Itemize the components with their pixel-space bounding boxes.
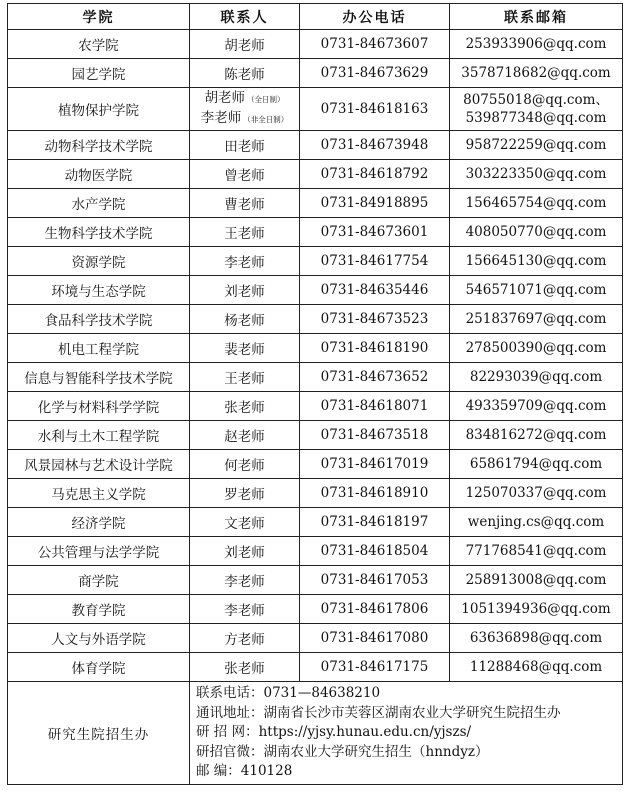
table-row <box>8 450 623 479</box>
contact-cell <box>190 537 300 566</box>
contact-line <box>224 371 265 387</box>
email-cell <box>450 392 623 421</box>
contact-cell <box>190 421 300 450</box>
college-name: 风景园林与艺术设计学院 <box>8 450 190 479</box>
office-phone-number: 0731-84673523 <box>300 305 450 334</box>
college-name: 环境与生态学院 <box>8 276 190 305</box>
contact-line <box>224 574 265 590</box>
table-row <box>8 88 623 131</box>
email-cell <box>450 131 623 160</box>
contact-name: 李老师 <box>224 574 265 590</box>
office-phone-number: 0731-84618504 <box>300 537 450 566</box>
contact-line <box>224 342 265 358</box>
contact-cell <box>190 131 300 160</box>
table-row <box>8 59 623 88</box>
contact-line <box>224 400 265 416</box>
email-address[interactable]: 156645130@qq.com <box>465 253 607 269</box>
email-cell <box>450 421 623 450</box>
contact-name: 曹老师 <box>224 197 265 213</box>
contact-name: 文老师 <box>224 516 265 532</box>
table-body <box>8 30 623 682</box>
contact-name: 李老师 <box>224 603 265 619</box>
email-cell <box>450 595 623 624</box>
college-name: 机电工程学院 <box>8 334 190 363</box>
email-cell <box>450 305 623 334</box>
contact-name: 何老师 <box>224 458 265 474</box>
email-cell <box>450 537 623 566</box>
contact-table <box>7 3 623 785</box>
contact-cell <box>190 88 300 131</box>
office-phone-number: 0731-84918895 <box>300 189 450 218</box>
table-row <box>8 479 623 508</box>
contact-line <box>190 109 299 129</box>
contact-cell <box>190 595 300 624</box>
office-phone-number: 0731-84618071 <box>300 392 450 421</box>
table-row <box>8 276 623 305</box>
table-row <box>8 160 623 189</box>
email-address[interactable]: 408050770@qq.com <box>465 224 607 240</box>
table-row <box>8 392 623 421</box>
table-row <box>8 305 623 334</box>
office-phone-number: 0731-84617019 <box>300 450 450 479</box>
contact-cell <box>190 59 300 88</box>
college-name: 园艺学院 <box>8 59 190 88</box>
college-name: 动物科学技术学院 <box>8 131 190 160</box>
contact-cell <box>190 450 300 479</box>
office-phone-number: 0731-84673652 <box>300 363 450 392</box>
contact-line <box>224 661 265 677</box>
contact-name: 张老师 <box>224 400 265 416</box>
contact-line <box>224 168 265 184</box>
office-postcode: 邮 编：410128 <box>196 763 293 779</box>
table-row <box>8 247 623 276</box>
college-name: 体育学院 <box>8 653 190 682</box>
contact-name: 张老师 <box>224 661 265 677</box>
email-address[interactable]: 3578718682@qq.com <box>461 65 611 81</box>
table-row <box>8 508 623 537</box>
contact-cell <box>190 363 300 392</box>
contact-line <box>224 284 265 300</box>
college-name: 水产学院 <box>8 189 190 218</box>
college-name: 化学与材料科学学院 <box>8 392 190 421</box>
contact-cell <box>190 189 300 218</box>
office-wechat: 研招官微：湖南农业大学研究生招生（hnndyz） <box>196 743 489 760</box>
office-phone-number: 0731-84673948 <box>300 131 450 160</box>
contact-name: 曾老师 <box>224 168 265 184</box>
office-phone: 联系电话：0731—84638210 <box>196 685 381 701</box>
contact-line <box>224 255 265 271</box>
contact-name: 王老师 <box>224 371 265 387</box>
table-row <box>8 189 623 218</box>
email-cell <box>450 508 623 537</box>
contact-note: （全日制） <box>247 95 285 104</box>
table-row <box>8 218 623 247</box>
contact-note: （非全日制） <box>243 115 289 124</box>
office-name: 研究生院招生办 <box>8 682 190 785</box>
email-address[interactable]: 11288468@qq.com <box>469 659 603 675</box>
contact-line <box>224 516 265 532</box>
contact-name: 裴老师 <box>224 342 265 358</box>
contact-name: 李老师 <box>200 110 242 126</box>
office-phone-number: 0731-84673601 <box>300 218 450 247</box>
office-phone-number: 0731-84635446 <box>300 276 450 305</box>
contact-name: 赵老师 <box>224 429 265 445</box>
email-cell <box>450 566 623 595</box>
header-row <box>8 4 623 30</box>
email-cell <box>450 247 623 276</box>
email-cell <box>450 218 623 247</box>
email-cell <box>450 59 623 88</box>
office-phone-number: 0731-84618792 <box>300 160 450 189</box>
email-address[interactable]: 546571071@qq.com <box>465 282 607 298</box>
contact-name: 罗老师 <box>224 487 265 503</box>
college-name: 资源学院 <box>8 247 190 276</box>
email-cell <box>450 30 623 59</box>
contact-name: 陈老师 <box>224 67 265 83</box>
email-cell <box>450 479 623 508</box>
contact-line <box>224 226 265 242</box>
email-address[interactable]: 958722259@qq.com <box>465 137 607 153</box>
office-phone-number: 0731-84673518 <box>300 421 450 450</box>
contact-line <box>224 487 265 503</box>
contact-line <box>224 545 265 561</box>
contact-line <box>224 458 265 474</box>
header-contact: 联系人 <box>190 4 300 30</box>
office-phone-number: 0731-84673629 <box>300 59 450 88</box>
table-row <box>8 624 623 653</box>
table-row <box>8 595 623 624</box>
email-address[interactable]: 63636898@qq.com <box>469 630 603 646</box>
contact-cell <box>190 624 300 653</box>
email-address[interactable]: 80755018@qq.com、 <box>463 92 609 108</box>
contact-name: 杨老师 <box>224 313 265 329</box>
email-cell <box>450 624 623 653</box>
header-phone: 办公电话 <box>300 4 450 30</box>
contact-cell <box>190 160 300 189</box>
college-name: 马克思主义学院 <box>8 479 190 508</box>
college-name: 水利与土木工程学院 <box>8 421 190 450</box>
email-cell <box>450 160 623 189</box>
table-row <box>8 334 623 363</box>
college-name: 商学院 <box>8 566 190 595</box>
contact-line <box>224 603 265 619</box>
contact-line <box>224 38 265 54</box>
email-address[interactable]: 156465754@qq.com <box>465 195 607 211</box>
email-cell <box>450 189 623 218</box>
table-row <box>8 653 623 682</box>
contact-line <box>224 313 265 329</box>
contact-cell <box>190 508 300 537</box>
contact-line <box>224 632 265 648</box>
email-address[interactable]: 258913008@qq.com <box>465 572 607 588</box>
email-address[interactable]: 539877348@qq.com <box>465 110 607 126</box>
contact-cell <box>190 479 300 508</box>
contact-name: 王老师 <box>224 226 265 242</box>
table-row <box>8 30 623 59</box>
college-name: 食品科学技术学院 <box>8 305 190 334</box>
contact-line <box>224 139 265 155</box>
email-address[interactable]: 65861794@qq.com <box>469 456 603 472</box>
college-name: 公共管理与法学学院 <box>8 537 190 566</box>
contact-name: 胡老师 <box>224 38 265 54</box>
email-address[interactable]: 834816272@qq.com <box>465 427 607 443</box>
office-row <box>8 682 623 785</box>
college-name: 植物保护学院 <box>8 88 190 131</box>
email-cell <box>450 88 623 131</box>
email-address[interactable]: 771768541@qq.com <box>465 543 607 559</box>
email-address[interactable]: 125070337@qq.com <box>465 485 607 501</box>
contact-line <box>224 67 265 83</box>
table-row <box>8 566 623 595</box>
contact-name: 刘老师 <box>224 545 265 561</box>
contact-name: 李老师 <box>224 255 265 271</box>
contact-line <box>224 197 265 213</box>
email-address[interactable]: 1051394936@qq.com <box>461 601 611 617</box>
contact-name: 刘老师 <box>224 284 265 300</box>
table-row <box>8 131 623 160</box>
contact-cell <box>190 247 300 276</box>
office-phone-number: 0731-84617175 <box>300 653 450 682</box>
office-address: 通讯地址：湖南省长沙市芙蓉区湖南农业大学研究生院招生办 <box>196 704 561 721</box>
email-cell <box>450 334 623 363</box>
college-name: 教育学院 <box>8 595 190 624</box>
college-name: 经济学院 <box>8 508 190 537</box>
contact-name: 方老师 <box>224 632 265 648</box>
contact-name: 田老师 <box>224 139 265 155</box>
contact-line <box>190 89 299 109</box>
email-cell <box>450 276 623 305</box>
contact-cell <box>190 392 300 421</box>
table-row <box>8 363 623 392</box>
email-address[interactable]: 82293039@qq.com <box>469 369 603 385</box>
office-phone-number: 0731-84618197 <box>300 508 450 537</box>
contact-name: 胡老师 <box>204 90 245 106</box>
header-college: 学院 <box>8 4 190 30</box>
office-phone-number: 0731-84618163 <box>300 88 450 131</box>
office-info <box>190 682 623 785</box>
table-row <box>8 537 623 566</box>
email-address[interactable]: 493359709@qq.com <box>465 398 607 414</box>
office-phone-number: 0731-84673607 <box>300 30 450 59</box>
office-website[interactable]: 研 招 网：https://yjsy.hunau.edu.cn/yjszs/ <box>196 724 472 740</box>
office-phone-number: 0731-84617053 <box>300 566 450 595</box>
office-phone-number: 0731-84617754 <box>300 247 450 276</box>
email-address[interactable]: 278500390@qq.com <box>465 340 607 356</box>
college-name: 人文与外语学院 <box>8 624 190 653</box>
email-cell <box>450 450 623 479</box>
contact-cell <box>190 30 300 59</box>
college-name: 农学院 <box>8 30 190 59</box>
contact-cell <box>190 276 300 305</box>
college-name: 信息与智能科学技术学院 <box>8 363 190 392</box>
contact-cell <box>190 305 300 334</box>
contact-cell <box>190 653 300 682</box>
contact-cell <box>190 334 300 363</box>
contact-cell <box>190 218 300 247</box>
email-address[interactable]: 253933906@qq.com <box>465 36 607 52</box>
office-phone-number: 0731-84617080 <box>300 624 450 653</box>
contact-cell <box>190 566 300 595</box>
email-cell <box>450 653 623 682</box>
office-phone-number: 0731-84618910 <box>300 479 450 508</box>
college-name: 动物医学院 <box>8 160 190 189</box>
table-row <box>8 421 623 450</box>
office-phone-number: 0731-84617806 <box>300 595 450 624</box>
email-address[interactable]: 303223350@qq.com <box>465 166 607 182</box>
email-address[interactable]: wenjing.cs@qq.com <box>467 514 605 530</box>
email-cell <box>450 363 623 392</box>
contact-line <box>224 429 265 445</box>
college-name: 生物科学技术学院 <box>8 218 190 247</box>
office-phone-number: 0731-84618190 <box>300 334 450 363</box>
header-email: 联系邮箱 <box>450 4 623 30</box>
email-address[interactable]: 251837697@qq.com <box>465 311 607 327</box>
